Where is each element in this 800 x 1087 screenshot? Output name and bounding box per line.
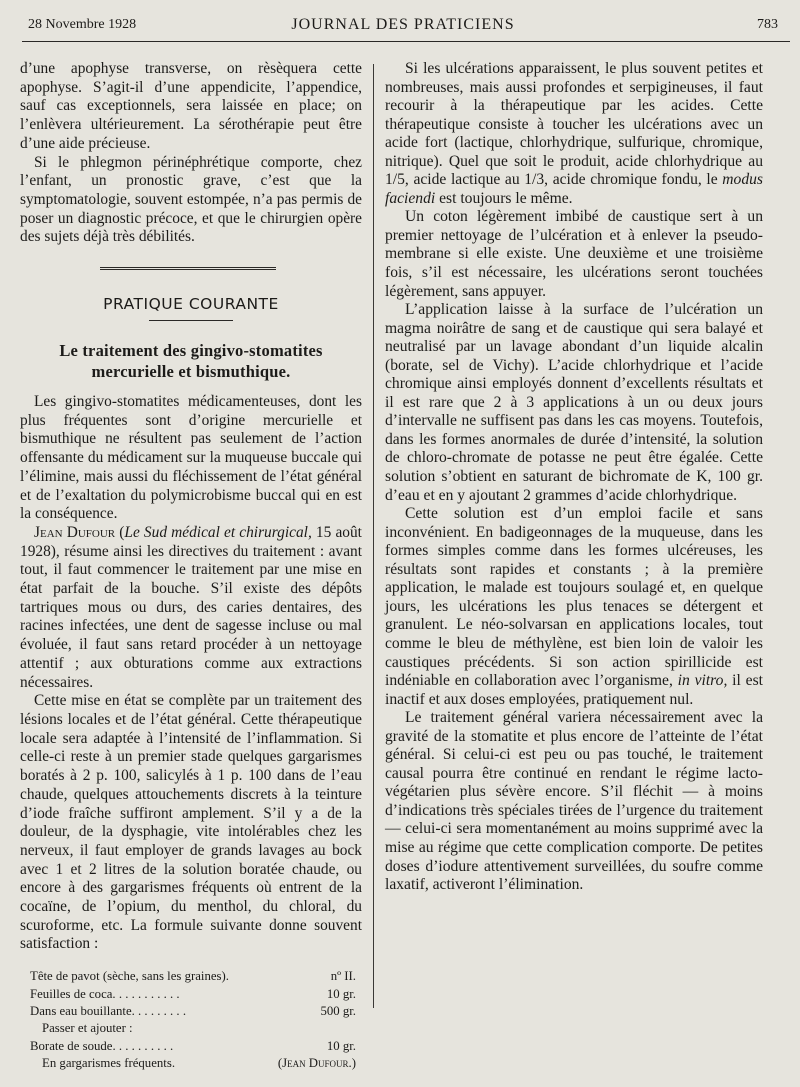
left-column xyxy=(20,60,362,1072)
right-column xyxy=(385,60,763,895)
page-header xyxy=(28,14,778,36)
formula-ingredient: Tête de pavot (sèche, sans les graines). xyxy=(30,969,229,984)
paragraph-local-treatment: Cette mise en état se complète par un traitement des lésions locales et de l’état général. Cette thérapeutique locale sera adaptée à l’intensité de l’inflammation. Si celle-ci reste à un premier stade quelques gargarismes boratés à 2 p. 100, salicylés à 1 p. 100 dans de l’eau chaude, quelques attouchements discrets à la teinture d’iode fraîche suffiront amplement. S’il y a de la douleur, de la dysphagie, vite intolérables chez les nerveux, il faut employer de grands lavages au bock avec 1 et 2 litres de la solution boratée chaude, ou encore à des gargarismes fréquents où entrent de la cocaïne, de l’opium, du menthol, du chloral, du scuroforme, etc. La formule suivante donne souvent satisfaction : xyxy=(20,692,362,953)
formula-quantity: 10 gr. xyxy=(326,1038,356,1053)
formula-row xyxy=(20,968,362,985)
article-title-line-1: Le traitement des gingivo-stomatites xyxy=(59,341,323,361)
formula-quantity: 10 gr. xyxy=(326,986,356,1001)
formula-quantity: nº II. xyxy=(330,969,356,984)
formula-author: (Jean Dufour.) xyxy=(277,1056,356,1071)
paragraph-acids xyxy=(385,60,763,208)
paragraph-continuation: d’une apophyse transverse, on rèsèquera cette apophyse. S’agit-il d’une appendicite, l’appendice, sauf cas exceptionnels, sera laissée en place; on l’enlèvera ultérieurement. La sérothérapie peut être d’une aide précieuse. xyxy=(20,60,362,152)
paragraph-intro: Les gingivo-stomatites médicamenteuses, dont les plus fréquentes sont d’origine mercurielle et bismuthique ne résultent pas seulement de l’action offensante du médicament sur la muqueuse buccale qui l’élimine, mais aussi du fléchissement de l’état général et de l’exaltation du polymicrobisme buccal qui en est la conséquence. xyxy=(20,393,362,523)
journal-reference: Le Sud médical et chirurgical, xyxy=(124,523,312,541)
formula-ingredient: Feuilles de coca. . . . . . . . . . . xyxy=(30,986,180,1001)
formula-ingredient: Dans eau bouillante. . . . . . . . . xyxy=(30,1003,187,1018)
header-date: 28 Novembre 1928 xyxy=(28,17,137,32)
paragraph-phlegmon: Si le phlegmon périnéphrétique comporte, chez l’enfant, un pronostic grave, c’est que la symptomatologie, souvent estompée, n’a pas permis de poser un diagnostic précoce, et que le chirurgien opère des sujets déjà très débilités. xyxy=(20,153,362,246)
column-divider xyxy=(373,64,374,1008)
formula-row xyxy=(20,986,362,1003)
formula-row xyxy=(20,1038,362,1055)
paragraph-cotton: Un coton légèrement imbibé de caustique sert à un premier nettoyage de l’ulcération et à enlever la pseudo-membrane si elle existe. Une deuxième et une troisième fois, s’il est nécessaire, les ulcérations seront touchées légèrement, sans appuyer. xyxy=(385,208,763,300)
italic-term: modus faciendi xyxy=(385,171,763,207)
formula-quantity: 500 gr. xyxy=(320,1003,356,1018)
paragraph-solution xyxy=(385,505,763,709)
section-separator xyxy=(100,267,276,272)
paragraph-acids-text: Si les ulcérations apparaissent, le plus souvent petites et nombreuses, mais aussi profondes et serpigineuses, il faut recourir à la thérapeutique par les acides. Cette thérapeutique consiste à toucher les ulcérations avec un acide fort (lactique, chlorhydrique, sulfurique, chromique, nitrique). Quel que soit le produit, acide chlorhydrique au 1/5, acide lactique au 1/3, acide chromique fondu, le xyxy=(385,60,763,189)
formula-row xyxy=(20,1055,362,1072)
paragraph-solution-end: il est inactif et aux doses employées, pratiquement nul. xyxy=(385,672,763,708)
paragraph-dufour: Jean Dufour (Le Sud médical et chirurgical, 15 août 1928), résume ainsi les directives du traitement : avant tout, il faut commencer le traitement par une mise en état parfait de la bouche. S’il existe des dépôts tartriques mous ou durs, des caries dentaires, des racines infectées, une dent de sagesse incluse ou mal évoluée, il faut sans retard procéder à un nettoyage attentif ; aux obturations comme aux extractions nécessaires. xyxy=(20,523,362,691)
header-rule xyxy=(22,41,790,42)
paragraph-application: L’application laisse à la surface de l’ulcération un magma noirâtre de sang et de caustique qui sera balayé et neutralisé par un lavage abondant d’un liquide alcalin (borate, sel de Vichy). L’acide chlorhydrique et l’acide chromique ainsi employés donnent d’excellents résultats et il est rare que 2 à 3 applications à un ou deux jours d’intervalle ne suffisent pas dans les cas moyens. Toutefois, dans les formes anormales de durée d’intensité, la solution de chloro-chromate de potasse ne peut être égalée. Cette solution s’obtient en saturant de bichromate de K, 100 gr. d’eau et en y ajoutant 2 grammes d’acide chlorhydrique. xyxy=(385,301,763,504)
page-number: 783 xyxy=(757,17,778,32)
formula-ingredient: Borate de soude. . . . . . . . . . xyxy=(30,1038,174,1053)
author-name: Jean Dufour xyxy=(34,523,116,541)
article-title-line-2: mercurielle et bismuthique. xyxy=(91,362,291,382)
formula-instruction: Passer et ajouter : xyxy=(42,1021,133,1036)
heading-underline xyxy=(149,320,233,321)
formula-row xyxy=(20,1020,362,1037)
formula-block xyxy=(20,968,362,1072)
journal-title: JOURNAL DES PRATICIENS xyxy=(291,16,515,33)
paragraph-dufour-text: 15 août 1928), résume ainsi les directives du traitement : avant tout, il faut commencer le traitement par une mise en état parfait de la bouche. S’il existe des dépôts tartriques mous ou durs, des caries dentaires, des racines infectées, une dent de sagesse incluse ou mal évoluée, il faut sans retard procéder à un nettoyage attentif ; aux obturations comme aux extractions nécessaires. xyxy=(20,523,362,691)
italic-term: in vitro, xyxy=(677,672,728,690)
paragraph-solution-text: Cette solution est d’un emploi facile et sans inconvénient. En badigeonnages de la muqueuse, dans les formes simples comme dans les formes ulcéreuses, les résultats sont rapides et constants ; à la première application, le malade est toujours soulagé et, en quelque jours, les ulcérations les plus tenaces se détergent et granulent. Le néo-solvarsan en applications locales, tout comme le bleu de méthylène, est bien loin de valoir les caustiques précédents. Si son action spirillicide est indéniable en collaboration avec l’organisme, xyxy=(385,505,763,690)
article-title xyxy=(20,340,362,382)
formula-usage: En gargarismes fréquents. xyxy=(42,1056,176,1071)
section-heading: PRATIQUE COURANTE xyxy=(103,295,279,314)
paragraph-general-treatment: Le traitement général variera nécessairement avec la gravité de la stomatite et plus encore de l’atteinte de l’état général. Si celui-ci est peu ou pas touché, le traitement causal pourra être continué en rendant le régime lacto-végétarien plus sévère encore. S’il fléchit — à moins d’indications très spéciales tirées de l’urgence du traitement — celui-ci sera momentanément au moins supprimé avec la mise au régime que cette complication comporte. De petites doses d’iodure attentivement surveillées, du soufre comme laxatif, activeront l’élimination. xyxy=(385,709,763,894)
paragraph-acids-end: est toujours le même. xyxy=(435,189,573,207)
formula-row xyxy=(20,1003,362,1020)
